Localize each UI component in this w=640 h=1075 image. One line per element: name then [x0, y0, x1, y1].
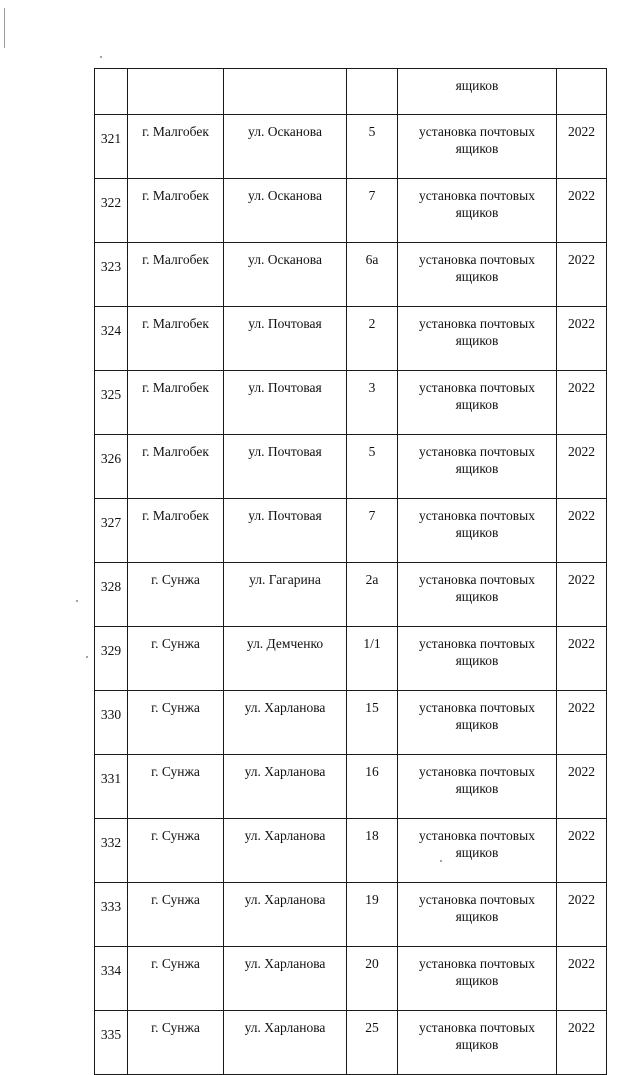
cell-number: 334 [95, 947, 128, 1011]
cell-city: г. Малгобек [128, 499, 224, 563]
cell-street: ул. Харланова [224, 947, 347, 1011]
cell-number: 325 [95, 371, 128, 435]
cell-city: г. Сунжа [128, 947, 224, 1011]
cell-year [557, 69, 607, 115]
cell-city: г. Сунжа [128, 883, 224, 947]
table-row [95, 563, 607, 627]
cell-street: ул. Харланова [224, 1011, 347, 1075]
cell-year: 2022 [557, 947, 607, 1011]
cell-work: установка почтовых ящиков [398, 755, 557, 819]
cell-street: ул. Харланова [224, 755, 347, 819]
cell-year: 2022 [557, 755, 607, 819]
cell-house: 7 [347, 499, 398, 563]
table-row [95, 115, 607, 179]
cell-city: г. Малгобек [128, 371, 224, 435]
cell-city: г. Малгобек [128, 115, 224, 179]
cell-street: ул. Харланова [224, 883, 347, 947]
cell-street: ул. Осканова [224, 115, 347, 179]
scan-speck [86, 656, 88, 658]
cell-house: 16 [347, 755, 398, 819]
cell-city [128, 69, 224, 115]
address-table-body [95, 69, 607, 1075]
cell-street: ул. Почтовая [224, 307, 347, 371]
cell-city: г. Малгобек [128, 435, 224, 499]
table-row [95, 499, 607, 563]
cell-house: 7 [347, 179, 398, 243]
cell-work: установка почтовых ящиков [398, 819, 557, 883]
scan-speck [100, 56, 102, 58]
cell-work: установка почтовых ящиков [398, 435, 557, 499]
cell-house: 18 [347, 819, 398, 883]
cell-city: г. Сунжа [128, 691, 224, 755]
cell-work: установка почтовых ящиков [398, 499, 557, 563]
cell-house: 15 [347, 691, 398, 755]
table-row [95, 883, 607, 947]
cell-street: ул. Харланова [224, 691, 347, 755]
table-row [95, 691, 607, 755]
cell-year: 2022 [557, 691, 607, 755]
cell-number [95, 69, 128, 115]
cell-work: установка почтовых ящиков [398, 371, 557, 435]
cell-work: установка почтовых ящиков [398, 307, 557, 371]
cell-house: 20 [347, 947, 398, 1011]
cell-house: 2 [347, 307, 398, 371]
cell-number: 321 [95, 115, 128, 179]
table-row [95, 307, 607, 371]
table-row [95, 435, 607, 499]
cell-number: 324 [95, 307, 128, 371]
address-table [94, 68, 607, 1075]
cell-city: г. Сунжа [128, 563, 224, 627]
cell-street: ул. Почтовая [224, 499, 347, 563]
cell-number: 328 [95, 563, 128, 627]
cell-year: 2022 [557, 627, 607, 691]
cell-year: 2022 [557, 883, 607, 947]
cell-city: г. Сунжа [128, 627, 224, 691]
cell-street [224, 69, 347, 115]
cell-number: 331 [95, 755, 128, 819]
cell-work: установка почтовых ящиков [398, 115, 557, 179]
cell-house: 1/1 [347, 627, 398, 691]
cell-street: ул. Осканова [224, 179, 347, 243]
cell-year: 2022 [557, 307, 607, 371]
cell-street: ул. Почтовая [224, 435, 347, 499]
cell-number: 332 [95, 819, 128, 883]
cell-number: 323 [95, 243, 128, 307]
cell-work: установка почтовых ящиков [398, 947, 557, 1011]
cell-number: 335 [95, 1011, 128, 1075]
cell-city: г. Сунжа [128, 819, 224, 883]
cell-year: 2022 [557, 371, 607, 435]
cell-work: установка почтовых ящиков [398, 563, 557, 627]
cell-year: 2022 [557, 179, 607, 243]
cell-year: 2022 [557, 819, 607, 883]
cell-city: г. Сунжа [128, 755, 224, 819]
table-row [95, 627, 607, 691]
cell-year: 2022 [557, 1011, 607, 1075]
cell-street: ул. Харланова [224, 819, 347, 883]
table-row [95, 179, 607, 243]
cell-house: 5 [347, 115, 398, 179]
cell-house: 3 [347, 371, 398, 435]
table-row [95, 947, 607, 1011]
cell-year: 2022 [557, 563, 607, 627]
cell-house: 19 [347, 883, 398, 947]
cell-work: установка почтовых ящиков [398, 627, 557, 691]
scan-speck [76, 600, 78, 602]
scan-edge-mark [4, 8, 5, 48]
cell-street: ул. Демченко [224, 627, 347, 691]
cell-city: г. Малгобек [128, 243, 224, 307]
table-row [95, 371, 607, 435]
cell-work: ящиков [398, 69, 557, 115]
cell-city: г. Малгобек [128, 307, 224, 371]
table-continuation-row [95, 69, 607, 115]
cell-number: 326 [95, 435, 128, 499]
cell-work: установка почтовых ящиков [398, 691, 557, 755]
cell-number: 329 [95, 627, 128, 691]
table-row [95, 755, 607, 819]
cell-work: установка почтовых ящиков [398, 179, 557, 243]
cell-street: ул. Почтовая [224, 371, 347, 435]
cell-house [347, 69, 398, 115]
cell-work: установка почтовых ящиков [398, 883, 557, 947]
cell-year: 2022 [557, 499, 607, 563]
cell-house: 2а [347, 563, 398, 627]
cell-city: г. Малгобек [128, 179, 224, 243]
cell-work: установка почтовых ящиков [398, 1011, 557, 1075]
cell-year: 2022 [557, 243, 607, 307]
cell-street: ул. Гагарина [224, 563, 347, 627]
cell-house: 5 [347, 435, 398, 499]
cell-number: 322 [95, 179, 128, 243]
table-row [95, 819, 607, 883]
table-row [95, 243, 607, 307]
cell-work: установка почтовых ящиков [398, 243, 557, 307]
cell-number: 327 [95, 499, 128, 563]
cell-house: 25 [347, 1011, 398, 1075]
cell-house: 6а [347, 243, 398, 307]
cell-street: ул. Осканова [224, 243, 347, 307]
cell-city: г. Сунжа [128, 1011, 224, 1075]
cell-year: 2022 [557, 435, 607, 499]
cell-number: 330 [95, 691, 128, 755]
cell-number: 333 [95, 883, 128, 947]
cell-year: 2022 [557, 115, 607, 179]
table-row [95, 1011, 607, 1075]
